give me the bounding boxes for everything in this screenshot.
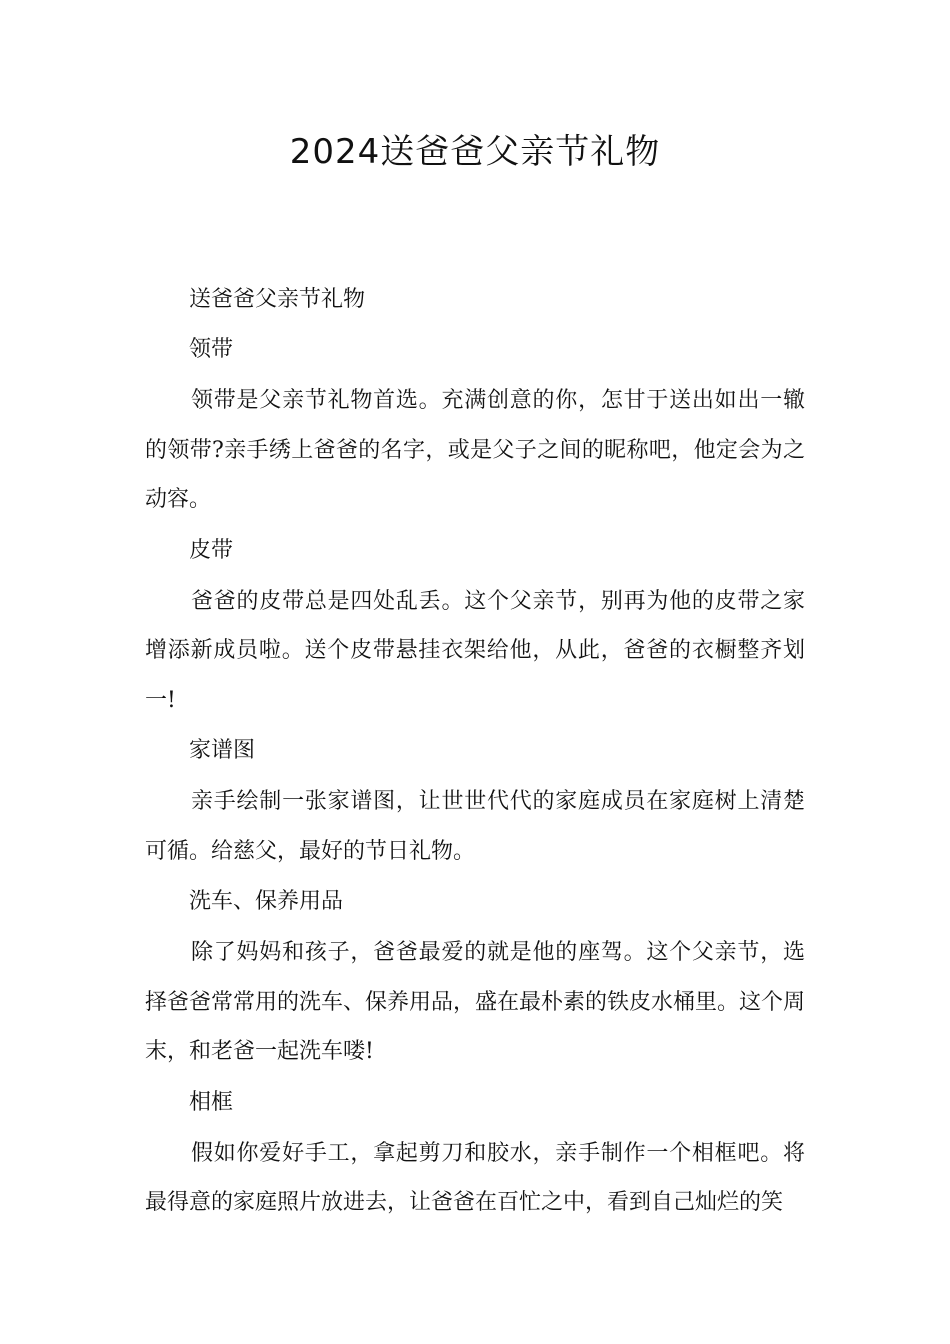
document-title: 2024送爸爸父亲节礼物 [289, 132, 661, 172]
section-heading: 洗车、保养用品 [189, 889, 344, 914]
section-heading: 领带 [189, 337, 234, 362]
section-heading: 皮带 [189, 537, 234, 563]
section-heading: 家谱图 [189, 738, 256, 763]
section-paragraph: 假如你爱好手工，拿起剪刀和胶水，亲手制作一个相框吧。将最得意的家庭照片放进去，让爸爸在百忙之中，看到自己灿烂的笑 [145, 1140, 805, 1215]
section-paragraph: 亲手绘制一张家谱图，让世世代代的家庭成员在家庭树上清楚可循。给慈父，最好的节日礼物。 [145, 789, 805, 864]
section-heading: 送爸爸父亲节礼物 [189, 287, 366, 312]
section-paragraph: 除了妈妈和孩子，爸爸最爱的就是他的座驾。这个父亲节，选择爸爸常常用的洗车、保养用品，盛在最朴素的铁皮水桶里。这个周末，和老爸一起洗车喽! [145, 940, 806, 1064]
document-body [145, 276, 805, 1230]
section-heading: 相框 [189, 1089, 234, 1115]
section-paragraph: 领带是父亲节礼物首选。充满创意的你，怎甘于送出如出一辙的领带?亲手绣上爸爸的名字，或是父子之间的昵称吧，他定会为之动容。 [145, 388, 805, 512]
section-paragraph: 爸爸的皮带总是四处乱丢。这个父亲节，别再为他的皮带之家增添新成员啦。送个皮带悬挂衣架给他，从此，爸爸的衣橱整齐划一! [145, 588, 805, 713]
